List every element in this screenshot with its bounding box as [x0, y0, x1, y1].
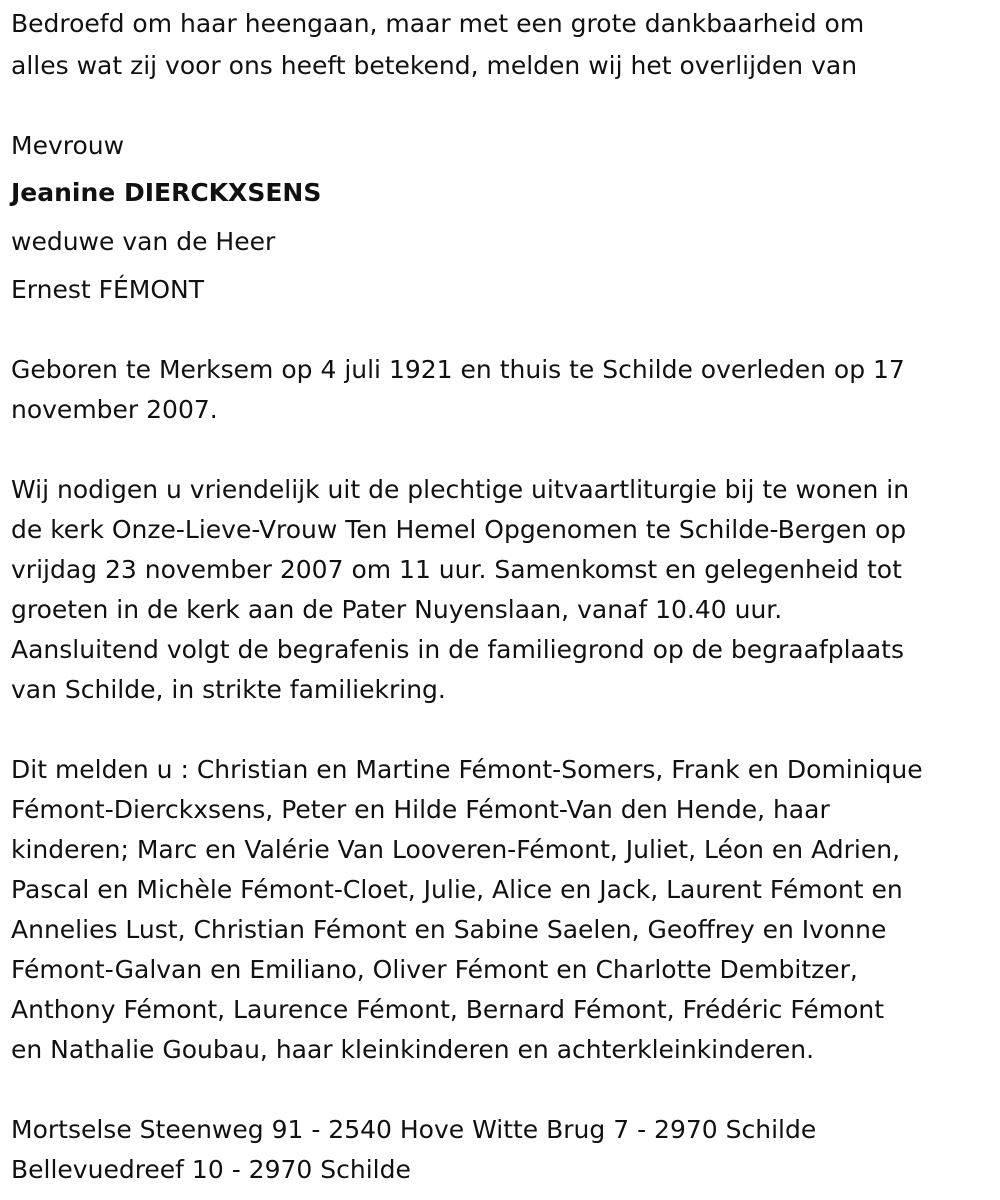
family-line: Pascal en Michèle Fémont-Cloet, Julie, Alice en Jack, Laurent Fémont en: [11, 875, 903, 904]
salutation: Mevrouw: [11, 131, 125, 160]
deceased-name: Jeanine DIERCKXSENS: [11, 178, 322, 207]
family-line: kinderen; Marc en Valérie Van Looveren-Fémont, Juliet, Léon en Adrien,: [11, 835, 901, 864]
invitation-line: vrijdag 23 november 2007 om 11 uur. Samenkomst en gelegenheid tot: [11, 555, 902, 584]
relation-text: weduwe van de Heer: [11, 227, 276, 256]
family-line: Fémont-Galvan en Emiliano, Oliver Fémont en Charlotte Dembitzer,: [11, 955, 858, 984]
intro-line: alles wat zij voor ons heeft betekend, melden wij het overlijden van: [11, 51, 858, 80]
family-line: Dit melden u : Christian en Martine Fémont-Somers, Frank en Dominique: [11, 755, 923, 784]
family-line: en Nathalie Goubau, haar kleinkinderen en achterkleinkinderen.: [11, 1035, 815, 1064]
family-line: Annelies Lust, Christian Fémont en Sabine Saelen, Geoffrey en Ivonne: [11, 915, 887, 944]
family-line: Fémont-Dierckxsens, Peter en Hilde Fémont-Van den Hende, haar: [11, 795, 830, 824]
address-line: Bellevuedreef 10 - 2970 Schilde: [11, 1155, 411, 1184]
invitation-line: Aansluitend volgt de begrafenis in de familiegrond op de begraafplaats: [11, 635, 904, 664]
birth-death-line: november 2007.: [11, 395, 218, 424]
invitation-line: de kerk Onze-Lieve-Vrouw Ten Hemel Opgenomen te Schilde-Bergen op: [11, 515, 907, 544]
invitation-line: van Schilde, in strikte familiekring.: [11, 675, 446, 704]
birth-death-line: Geboren te Merksem op 4 juli 1921 en thuis te Schilde overleden op 17: [11, 355, 905, 384]
spouse-name: Ernest FÉMONT: [11, 275, 205, 304]
invitation-line: Wij nodigen u vriendelijk uit de plechtige uitvaartliturgie bij te wonen in: [11, 475, 910, 504]
invitation-line: groeten in de kerk aan de Pater Nuyenslaan, vanaf 10.40 uur.: [11, 595, 783, 624]
address-line: Mortselse Steenweg 91 - 2540 Hove Witte Brug 7 - 2970 Schilde: [11, 1115, 817, 1144]
intro-line: Bedroefd om haar heengaan, maar met een grote dankbaarheid om: [11, 9, 865, 38]
family-line: Anthony Fémont, Laurence Fémont, Bernard Fémont, Frédéric Fémont: [11, 995, 885, 1024]
